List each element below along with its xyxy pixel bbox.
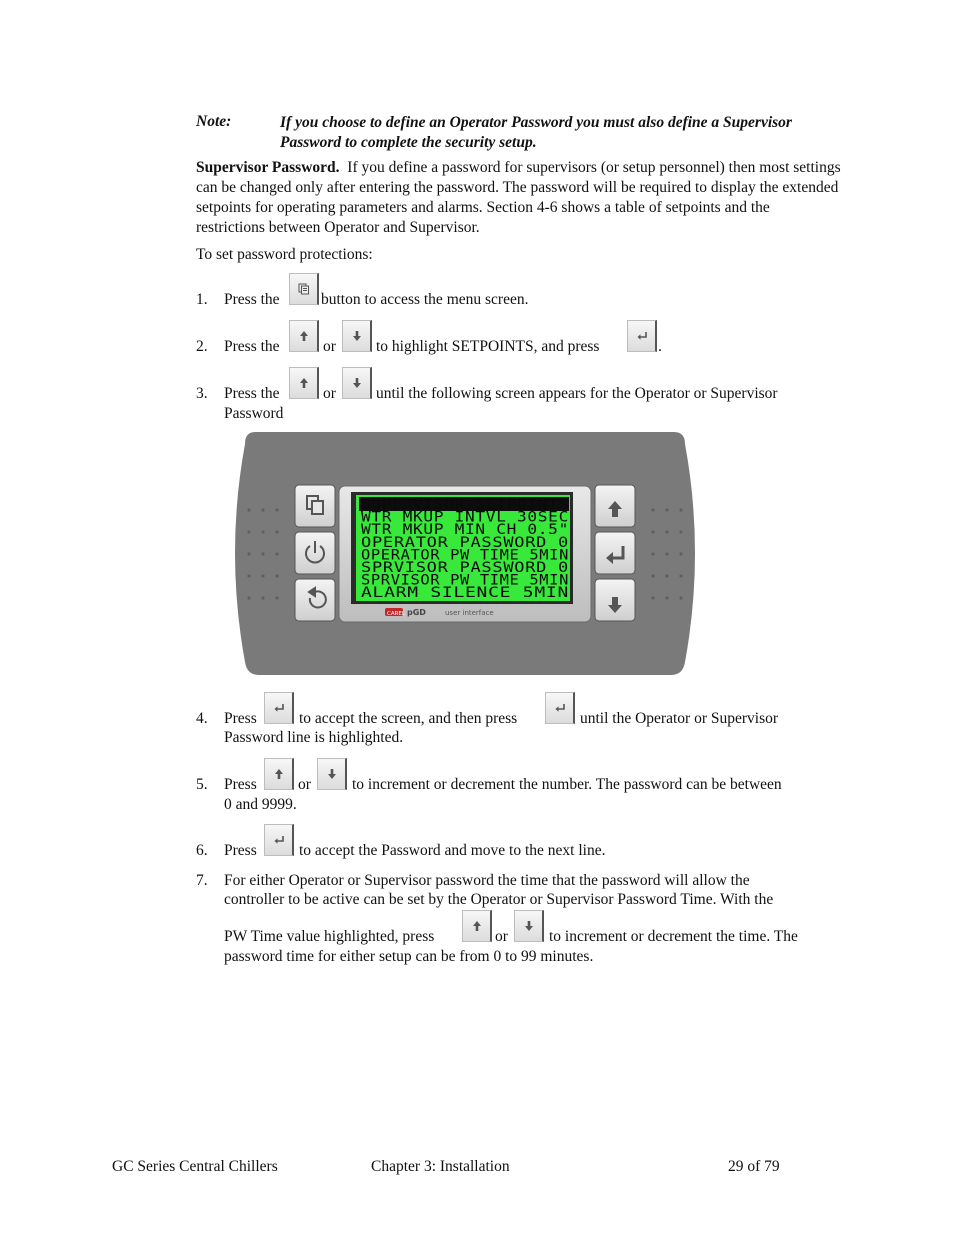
carel-logo: CAREL bbox=[387, 611, 405, 617]
lcd-line: SUPERVISOR SETPOINTS bbox=[361, 497, 569, 513]
lcd-line: SPRVISOR PW TIME 5MIN bbox=[361, 572, 569, 589]
step-7-line-2: controller to be active can be set by the Operator or Supervisor Password Time. With the bbox=[224, 891, 774, 908]
lcd-line: SPRVISOR PASSWORD 0 bbox=[361, 560, 569, 576]
step-3-text-b: until the following screen appears for the Operator or Supervisor bbox=[376, 385, 778, 402]
step-2-number: 2. bbox=[196, 338, 208, 355]
lcd-line: WTR MKUP MIN CH 0.5" bbox=[361, 522, 569, 539]
pgd-brand-sub: user interface bbox=[445, 609, 494, 617]
step-2-text-b: to highlight SETPOINTS, and press bbox=[376, 338, 600, 355]
enter-key-icon bbox=[627, 320, 657, 352]
step-2-or: or bbox=[323, 338, 336, 355]
footer-center: Chapter 3: Installation bbox=[371, 1158, 510, 1175]
step-1-text-b: button to access the menu screen. bbox=[321, 291, 529, 308]
up-arrow-key-icon bbox=[462, 910, 492, 942]
footer-page-number: 29 of 79 bbox=[728, 1158, 780, 1175]
step-7-or: or bbox=[495, 928, 508, 945]
step-5-or: or bbox=[298, 776, 311, 793]
lcd-line: ALARM SILENCE 5MIN bbox=[361, 585, 569, 602]
lcd-line: OPERATOR PASSWORD 0 bbox=[361, 534, 569, 551]
step-7-text-b: to increment or decrement the time. The bbox=[549, 928, 798, 945]
step-4-text-b: to accept the screen, and then press bbox=[299, 710, 518, 727]
step-3-or: or bbox=[323, 385, 336, 402]
step-2-text-a: Press the bbox=[224, 338, 280, 355]
step-1-text-a: Press the bbox=[224, 291, 280, 308]
menu-key-icon bbox=[289, 273, 319, 305]
supervisor-heading: Supervisor Password. bbox=[196, 159, 340, 176]
down-arrow-key-icon bbox=[342, 320, 372, 352]
down-arrow-key-icon bbox=[342, 367, 372, 399]
intro-text: To set password protections: bbox=[196, 246, 373, 263]
step-6-text-a: Press bbox=[224, 842, 257, 859]
step-6-number: 6. bbox=[196, 842, 208, 859]
up-arrow-key-icon bbox=[289, 367, 319, 399]
step-4-text-d: Password line is highlighted. bbox=[224, 729, 404, 746]
step-3-text-a: Press the bbox=[224, 385, 280, 402]
step-5-number: 5. bbox=[196, 776, 208, 793]
lcd-line: OPERATOR PW TIME 5MIN bbox=[361, 547, 569, 564]
step-7-line-1: For either Operator or Supervisor password the time that the password will allow the bbox=[224, 872, 750, 889]
enter-key-icon bbox=[264, 824, 294, 856]
supervisor-paragraph bbox=[196, 158, 841, 238]
enter-key-icon bbox=[545, 692, 575, 724]
step-4-text-a: Press bbox=[224, 710, 257, 727]
step-4-number: 4. bbox=[196, 710, 208, 727]
up-arrow-key-icon bbox=[264, 758, 294, 790]
note-label: Note: bbox=[196, 113, 232, 130]
lcd-line: WTR MKUP INTVL 30SEC bbox=[361, 509, 569, 526]
step-1-number: 1. bbox=[196, 291, 208, 308]
step-5-text-b: to increment or decrement the number. The password can be between bbox=[352, 776, 782, 793]
step-7-text-a: PW Time value highlighted, press bbox=[224, 928, 435, 945]
step-7-text-c: password time for either setup can be from 0 to 99 minutes. bbox=[224, 948, 594, 965]
footer-left: GC Series Central Chillers bbox=[112, 1158, 278, 1175]
step-5-text-c: 0 and 9999. bbox=[224, 796, 297, 813]
down-arrow-key-icon bbox=[514, 910, 544, 942]
down-arrow-key-icon bbox=[317, 758, 347, 790]
enter-key-icon bbox=[264, 692, 294, 724]
step-4-text-c: until the Operator or Supervisor bbox=[580, 710, 779, 727]
note-text: If you choose to define an Operator Password you must also define a Supervisor Password to complete the security setup. bbox=[280, 114, 792, 151]
pgd-terminal-image bbox=[233, 432, 697, 675]
pgd-brand: pGD bbox=[407, 608, 426, 617]
step-6-text-b: to accept the Password and move to the next line. bbox=[299, 842, 606, 859]
step-3-number: 3. bbox=[196, 385, 208, 402]
step-7-number: 7. bbox=[196, 872, 208, 889]
up-arrow-key-icon bbox=[289, 320, 319, 352]
supervisor-text: If you define a password for supervisors (or setup personnel) then most settings can be changed only after entering the password. The password will be required to display the extended setpoints for operating parameters and alarms. Section 4-6 shows a table of setpoints and the restrictions between Operator and Supervisor. bbox=[196, 159, 841, 236]
step-2-text-c: . bbox=[658, 338, 662, 355]
step-5-text-a: Press bbox=[224, 776, 257, 793]
step-3-text-c: Password bbox=[224, 405, 284, 422]
